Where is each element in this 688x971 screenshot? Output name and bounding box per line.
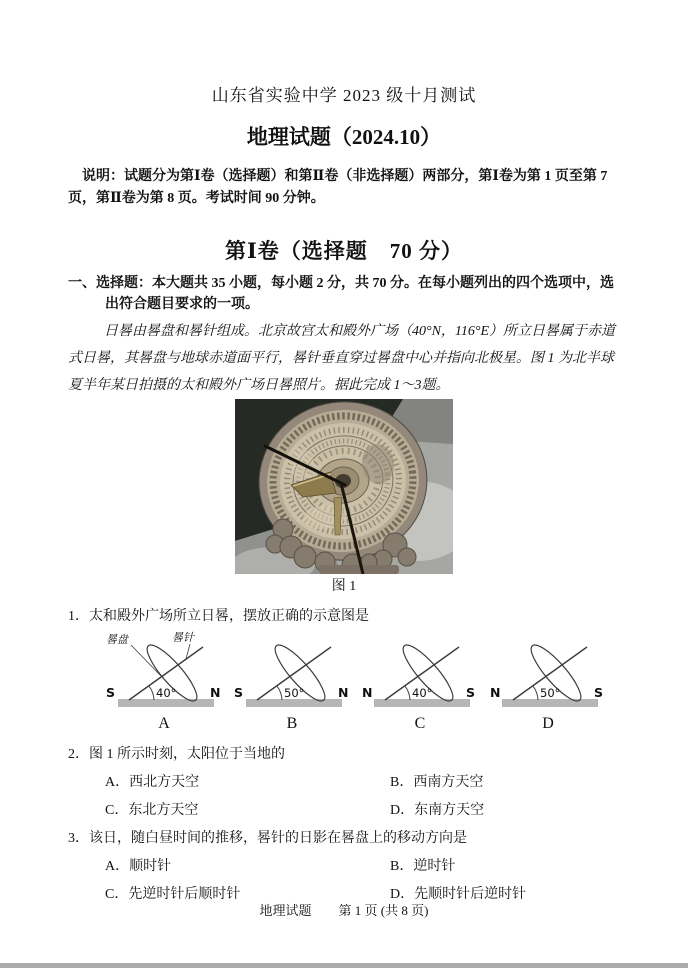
question-2-text: 2．图 1 所示时刻，太阳位于当地的 (68, 747, 285, 762)
disc-label: 晷盘 (106, 634, 128, 646)
option: A．西北方天空 (105, 775, 200, 790)
question-3-options-row-1 (68, 853, 620, 881)
option: B．西南方天空 (390, 775, 484, 790)
direction-label-right: S (466, 685, 476, 700)
sundial-diagram-b (230, 629, 354, 713)
sundial-diagram-d (486, 629, 610, 713)
footer-page-number: 第 1 页 (共 8 页) (338, 903, 429, 918)
question-1-text: 1．太和殿外广场所立日晷，摆放正确的示意图是 (68, 609, 369, 624)
sundial-diagram-c (358, 629, 482, 713)
direction-label-left: N (490, 685, 501, 700)
question-1-diagrams (68, 629, 620, 713)
section-i-title: 第Ⅰ卷（选择题 70 分） (224, 239, 464, 263)
question-2-options-row-2 (68, 797, 620, 825)
option: B．逆时针 (390, 859, 456, 874)
footer-doc-name: 地理试题 (259, 903, 312, 918)
option: D．东南方天空 (390, 803, 485, 818)
option: C．先逆时针后顺时针 (105, 887, 241, 902)
question-intro-paragraph: 日晷由晷盘和晷针组成。北京故宫太和殿外广场（40°N，116°E）所立日晷属于赤道式日晷，其晷盘与地球赤道面平行，晷针垂直穿过晷盘中心并指向北极星。图 1 为北半球夏半年某日拍摄的太和殿外广场日晷照片。据此完成 1～3题。 (68, 324, 616, 393)
direction-label-right: S (594, 685, 604, 700)
question-2-options-row-1 (68, 769, 620, 797)
diagram-letter-b: B (286, 715, 298, 732)
figure-1 (68, 399, 620, 574)
angle-label: 50° (284, 686, 305, 700)
question-2 (68, 741, 620, 825)
direction-label-right: N (338, 685, 349, 700)
sundial-photo (235, 399, 453, 574)
option: C．东北方天空 (105, 803, 199, 818)
direction-label-left: S (106, 685, 116, 700)
page-content (0, 84, 688, 921)
exam-notice: 说明：试题分为第Ⅰ卷（选择题）和第Ⅱ卷（非选择题）两部分，第Ⅰ卷为第 1 页至第 7 页，第Ⅱ卷为第 8 页。考试时间 90 分钟。 (68, 169, 608, 206)
choice-section-instruction: 一、选择题：本大题共 35 小题，每小题 2 分，共 70 分。在每小题列出的四个选项中，选出符合题目要求的一项。 (68, 276, 614, 312)
angle-label: 50° (540, 686, 561, 700)
needle-label: 晷针 (172, 632, 194, 644)
angle-label: 40° (156, 686, 177, 700)
diagram-letter-a: A (158, 715, 170, 732)
angle-label: 40° (412, 686, 433, 700)
diagram-letter-row (68, 713, 620, 735)
direction-label-right: N (210, 685, 221, 700)
figure-1-caption: 图 1 (331, 579, 357, 594)
option: D．先顺时针后逆时针 (390, 887, 527, 902)
direction-label-left: N (362, 685, 373, 700)
question-3-text: 3．该日，随白昼时间的推移，晷针的日影在晷盘上的移动方向是 (68, 831, 467, 846)
question-3 (68, 825, 620, 909)
direction-label-left: S (234, 685, 244, 700)
diagram-letter-d: D (542, 715, 554, 732)
diagram-letter-c: C (414, 715, 426, 732)
option: A．顺时针 (105, 859, 172, 874)
exam-title: 山东省实验中学 2023 级十月测试 (211, 86, 477, 105)
sundial-diagram-a (102, 629, 226, 713)
window-bottom-edge (0, 963, 688, 968)
subject-title: 地理试题（2024.10） (246, 125, 442, 149)
